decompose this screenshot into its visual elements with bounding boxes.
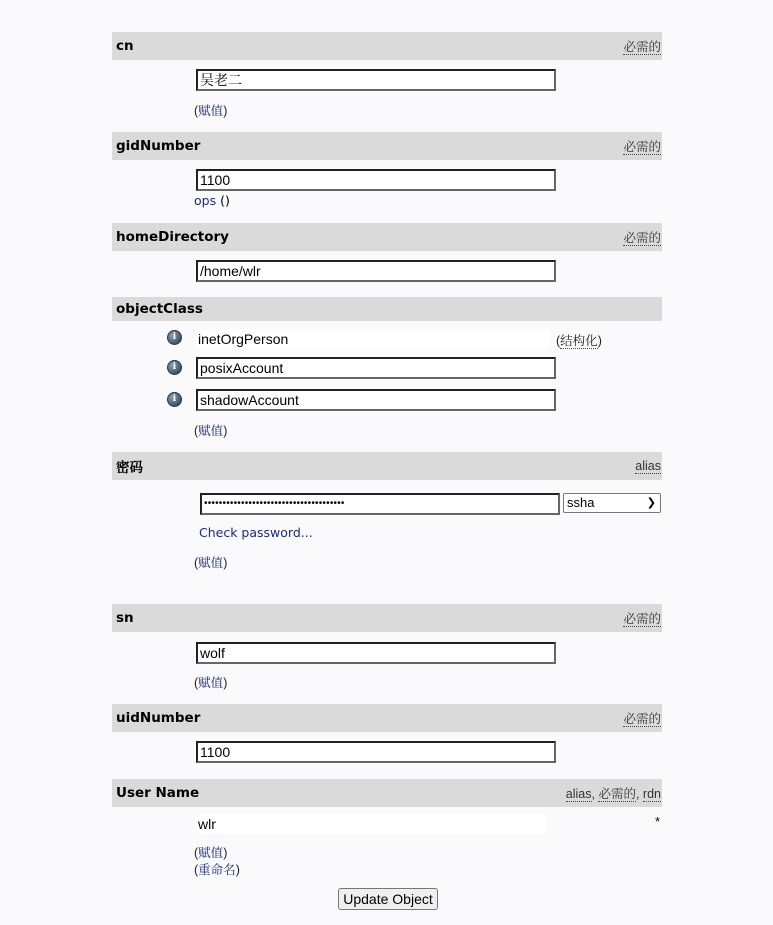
- attr-header-gidnumber: [112, 132, 662, 160]
- attr-name: gidNumber: [116, 138, 201, 154]
- cn-input[interactable]: [196, 69, 556, 91]
- attr-name: sn: [116, 610, 134, 626]
- info-icon[interactable]: i: [167, 360, 182, 375]
- ops-parens: (): [220, 193, 230, 208]
- info-icon[interactable]: i: [167, 392, 182, 407]
- attr-body-uidnumber: [112, 732, 662, 779]
- attr-header-sn: [112, 604, 662, 632]
- rdn-flag: rdn: [642, 787, 661, 801]
- structural-note: (结构化): [556, 334, 602, 348]
- uidnumber-input[interactable]: [196, 741, 556, 763]
- attr-body-gidnumber: [112, 160, 662, 223]
- rename-link[interactable]: 重命名: [198, 863, 236, 877]
- attr-name: User Name: [116, 785, 200, 801]
- check-password-link[interactable]: Check password...: [199, 525, 313, 540]
- attr-flags: [623, 37, 662, 55]
- attr-header-uidnumber: [112, 704, 662, 732]
- objectclass-value-readonly: inetOrgPerson: [196, 329, 550, 349]
- alias-flag: alias: [635, 459, 661, 473]
- objectclass-input[interactable]: [196, 357, 556, 379]
- password-input[interactable]: ••••••••••••••••••••••••••••••••••••••: [200, 493, 560, 515]
- attr-flags: [635, 459, 662, 473]
- attr-body-cn: [112, 60, 662, 132]
- attr-header-homedirectory: [112, 223, 662, 251]
- add-value-link[interactable]: 赋值: [198, 104, 224, 118]
- hash-algorithm-value: ssha: [567, 495, 595, 510]
- attr-header-username: [112, 779, 662, 807]
- gidnumber-input[interactable]: [196, 169, 556, 191]
- attr-name: uidNumber: [116, 710, 201, 726]
- required-flag: 必需的: [623, 40, 661, 54]
- attr-body-homedirectory: [112, 251, 662, 297]
- update-object-button[interactable]: Update Object: [338, 888, 438, 910]
- attr-flags: alias, 必需的, rdn: [565, 787, 661, 801]
- required-flag: 必需的: [623, 231, 661, 245]
- attr-name: objectClass: [116, 301, 203, 317]
- attr-header-objectclass: [112, 297, 662, 321]
- required-flag: 必需的: [623, 140, 661, 154]
- required-flag: 必需的: [623, 612, 661, 626]
- add-value-link[interactable]: 赋值: [198, 556, 224, 570]
- add-value-link[interactable]: 赋值: [198, 424, 224, 438]
- add-value-link-wrap: (赋值): [194, 424, 228, 438]
- attr-name: cn: [116, 38, 134, 54]
- attr-header-password: [112, 452, 662, 480]
- chevron-down-icon: ❯: [646, 497, 656, 509]
- sn-input[interactable]: [196, 642, 556, 664]
- attr-body-objectclass: [112, 321, 662, 452]
- attr-flags: [623, 228, 662, 246]
- rdn-marker: *: [654, 814, 660, 829]
- attr-body-password: [112, 480, 662, 604]
- required-flag: 必需的: [598, 787, 636, 801]
- add-value-link[interactable]: 赋值: [198, 676, 224, 690]
- add-value-link-wrap: (赋值): [194, 104, 228, 118]
- add-value-link-wrap: (赋值): [194, 676, 228, 690]
- add-value-link[interactable]: 赋值: [198, 846, 224, 860]
- attr-header-cn: [112, 32, 662, 60]
- attr-name: homeDirectory: [116, 229, 229, 245]
- add-value-link-wrap: (赋值): [194, 556, 228, 570]
- ldap-entry-form: [112, 32, 662, 911]
- rename-link-wrap: (重命名): [194, 863, 240, 877]
- info-icon[interactable]: i: [167, 330, 182, 345]
- homedirectory-input[interactable]: [196, 260, 556, 282]
- attr-flags: [623, 709, 662, 727]
- attr-flags: [623, 137, 662, 155]
- hash-algorithm-select[interactable]: [563, 493, 661, 513]
- objectclass-input[interactable]: [196, 389, 556, 411]
- add-value-link-wrap: (赋值): [194, 846, 228, 860]
- attr-name: 密码: [116, 460, 143, 476]
- alias-flag: alias: [565, 787, 592, 801]
- attr-flags: [623, 609, 662, 627]
- ops-link[interactable]: ops: [194, 193, 217, 208]
- structural-label: 结构化: [560, 334, 598, 348]
- username-value-readonly: wlr: [196, 814, 546, 834]
- attr-body-username: [112, 807, 662, 911]
- ops-wrap: [194, 193, 230, 208]
- attr-body-sn: [112, 632, 662, 704]
- required-flag: 必需的: [623, 712, 661, 726]
